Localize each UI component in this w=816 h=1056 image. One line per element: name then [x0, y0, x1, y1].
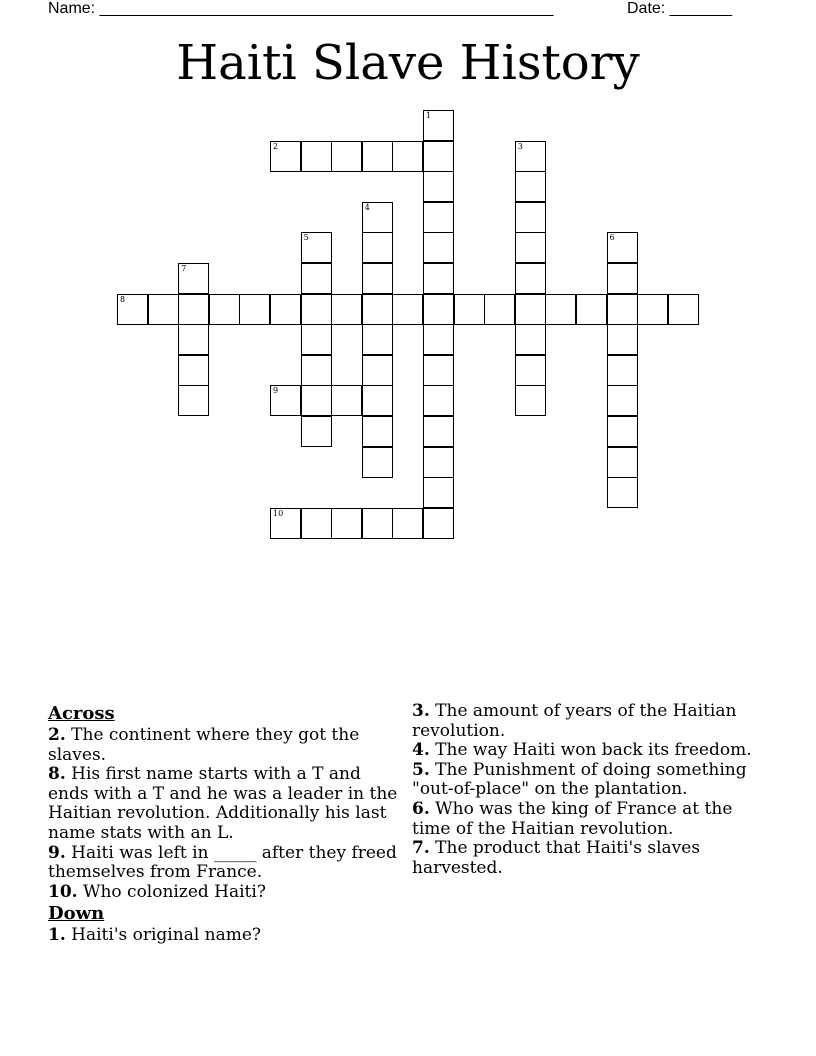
across-heading: Across: [48, 703, 115, 724]
grid-cell[interactable]: [117, 294, 148, 325]
grid-cell[interactable]: [270, 141, 301, 172]
grid-cell[interactable]: [270, 294, 301, 325]
grid-cell[interactable]: [301, 263, 332, 294]
clue-across-10: 10. Who colonized Haiti?: [48, 881, 266, 902]
grid-cell[interactable]: [209, 294, 240, 325]
clues-left-column: [48, 702, 406, 946]
clue-down-3: 3. The amount of years of the Haitian revolution.: [412, 701, 737, 741]
grid-cell[interactable]: [148, 294, 179, 325]
grid-cell[interactable]: [607, 232, 638, 263]
grid-cell[interactable]: [423, 171, 454, 202]
grid-cell[interactable]: [423, 385, 454, 416]
clue-across-8: 8. His first name starts with a T and ends with a T and he was a leader in the Haitian revolution. Additionally his last name stats with an L.: [48, 764, 398, 843]
clue-down-1: 1. Haiti's original name?: [48, 925, 262, 946]
grid-cell[interactable]: [607, 263, 638, 294]
grid-cell[interactable]: [423, 294, 454, 325]
grid-cell[interactable]: [607, 447, 638, 478]
grid-cell[interactable]: [515, 171, 546, 202]
grid-cell[interactable]: [515, 141, 546, 172]
clue-down-4: 4. The way Haiti won back its freedom.: [412, 740, 752, 761]
grid-cell[interactable]: [515, 385, 546, 416]
grid-cell[interactable]: [515, 232, 546, 263]
grid-cell[interactable]: [239, 294, 270, 325]
grid-cell[interactable]: [178, 385, 209, 416]
clues-right-column: [412, 702, 752, 878]
clue-number: 4: [364, 202, 370, 212]
grid-cell[interactable]: [607, 355, 638, 386]
grid-cell[interactable]: [362, 232, 393, 263]
grid-cell[interactable]: [423, 508, 454, 539]
grid-cell[interactable]: [607, 324, 638, 355]
clue-number: 3: [517, 141, 523, 151]
grid-cell[interactable]: [270, 508, 301, 539]
grid-cell[interactable]: [331, 141, 362, 172]
down-heading: Down: [48, 903, 105, 925]
clue-down-7: 7. The product that Haiti's slaves harvested.: [412, 838, 701, 878]
grid-cell[interactable]: [454, 294, 485, 325]
grid-cell[interactable]: [301, 416, 332, 447]
grid-cell[interactable]: [331, 294, 362, 325]
grid-cell[interactable]: [668, 294, 699, 325]
grid-cell[interactable]: [362, 447, 393, 478]
grid-cell[interactable]: [423, 355, 454, 386]
clue-down-5: 5. The Punishment of doing something "out-of-place" on the plantation.: [412, 759, 747, 800]
clue-across-2: 2. The continent where they got the slaves.: [48, 725, 360, 765]
grid-cell[interactable]: [362, 263, 393, 294]
grid-cell[interactable]: [423, 263, 454, 294]
clue-number: 6: [609, 233, 615, 243]
grid-cell[interactable]: [301, 324, 332, 355]
clue-number: 1: [426, 111, 432, 120]
grid-cell[interactable]: [301, 508, 332, 539]
grid-cell[interactable]: [484, 294, 515, 325]
grid-cell[interactable]: [423, 110, 454, 141]
grid-cell[interactable]: [423, 477, 454, 508]
grid-cell[interactable]: [331, 385, 362, 416]
grid-cell[interactable]: [331, 508, 362, 539]
grid-cell[interactable]: [362, 385, 393, 416]
grid-cell[interactable]: [515, 294, 546, 325]
grid-cell[interactable]: [515, 202, 546, 233]
grid-cell[interactable]: [270, 385, 301, 416]
grid-cell[interactable]: [576, 294, 607, 325]
grid-cell[interactable]: [362, 202, 393, 233]
clue-down-6: 6. Who was the king of France at the time of the Haitian revolution.: [412, 798, 733, 839]
clue-number: 8: [120, 294, 126, 304]
grid-cell[interactable]: [423, 416, 454, 447]
clue-number: 9: [273, 386, 279, 396]
grid-cell[interactable]: [178, 355, 209, 386]
grid-cell[interactable]: [607, 385, 638, 416]
grid-cell[interactable]: [392, 141, 423, 172]
grid-cell[interactable]: [607, 294, 638, 325]
clue-number: 5: [303, 233, 309, 243]
grid-cell[interactable]: [362, 416, 393, 447]
grid-cell[interactable]: [301, 355, 332, 386]
grid-cell[interactable]: [301, 141, 332, 172]
name-field[interactable]: Name: ___________________________________________________: [48, 0, 554, 17]
grid-cell[interactable]: [362, 355, 393, 386]
grid-cell[interactable]: [362, 324, 393, 355]
grid-cell[interactable]: [545, 294, 576, 325]
grid-cell[interactable]: [423, 447, 454, 478]
clue-number: 7: [181, 264, 187, 273]
grid-cell[interactable]: [423, 141, 454, 172]
clue-number: 10: [273, 508, 284, 518]
page-title: Haiti Slave History: [176, 35, 640, 91]
grid-cell[interactable]: [301, 232, 332, 263]
grid-cell[interactable]: [392, 508, 423, 539]
grid-cell[interactable]: [392, 294, 423, 325]
grid-cell[interactable]: [423, 232, 454, 263]
clue-across-9: 9. Haiti was left in _____ after they freed themselves from France.: [48, 842, 397, 883]
clue-number: 2: [273, 141, 279, 151]
grid-cell[interactable]: [607, 477, 638, 508]
grid-cell[interactable]: [515, 263, 546, 294]
grid-cell[interactable]: [515, 355, 546, 386]
grid-cell[interactable]: [423, 324, 454, 355]
grid-cell[interactable]: [178, 324, 209, 355]
grid-cell[interactable]: [178, 263, 209, 294]
grid-cell[interactable]: [362, 294, 393, 325]
grid-cell[interactable]: [607, 416, 638, 447]
grid-cell[interactable]: [423, 202, 454, 233]
grid-cell[interactable]: [301, 385, 332, 416]
grid-cell[interactable]: [515, 324, 546, 355]
date-field[interactable]: Date: _______: [627, 0, 732, 17]
grid-cell[interactable]: [637, 294, 668, 325]
grid-cell[interactable]: [178, 294, 209, 325]
grid-cell[interactable]: [362, 141, 393, 172]
grid-cell[interactable]: [301, 294, 332, 325]
grid-cell[interactable]: [362, 508, 393, 539]
